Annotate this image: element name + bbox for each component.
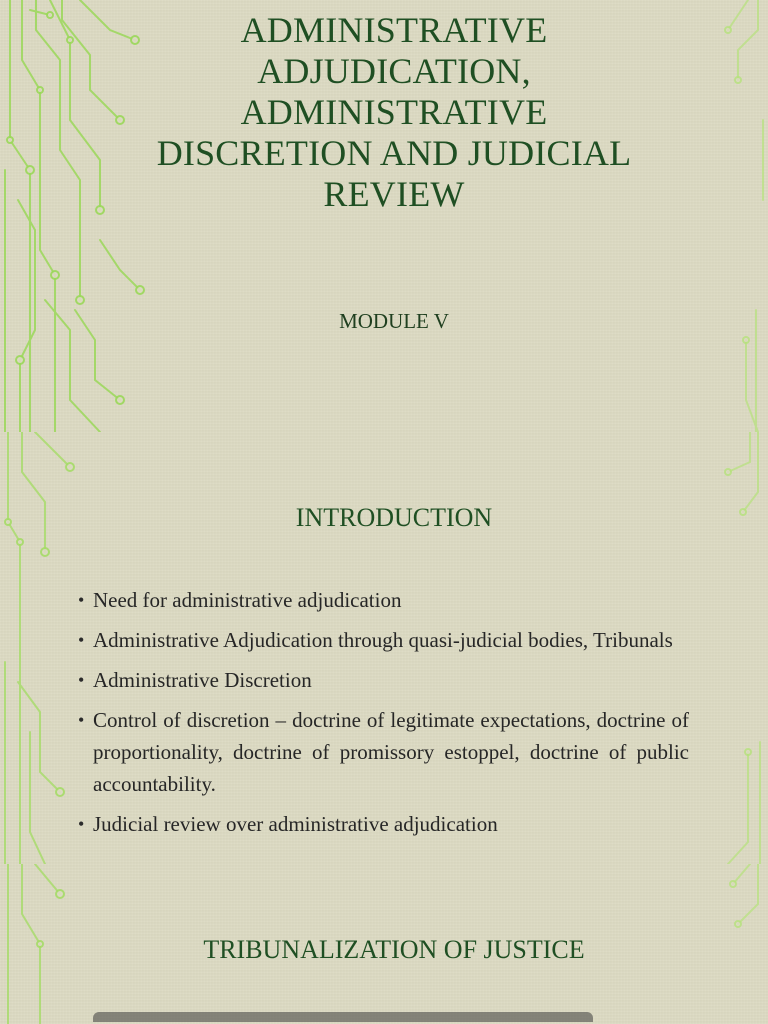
list-item	[76, 584, 689, 616]
tribunalization-slide	[0, 864, 768, 1024]
title-line: ADJUDICATION,	[257, 51, 531, 91]
cut-off-text-fragment	[93, 1012, 593, 1024]
title-line: ADMINISTRATIVE	[240, 10, 548, 50]
slide-title	[100, 10, 688, 215]
bullet-icon: •	[78, 710, 85, 730]
title-line: ADMINISTRATIVE	[240, 92, 548, 132]
title-line: DISCRETION AND JUDICIAL	[156, 133, 632, 173]
list-item	[76, 704, 689, 800]
bullet-text: Control of discretion – doctrine of legitimate expectations, doctrine of proportionality, doctrine of promissory estoppel, doctrine of public accountability.	[93, 708, 689, 796]
bullet-icon: •	[78, 814, 85, 834]
slide-subtitle: MODULE V	[339, 309, 449, 333]
list-item	[76, 808, 689, 840]
list-item	[76, 664, 689, 696]
title-line: REVIEW	[323, 174, 465, 214]
bullet-icon: •	[78, 670, 85, 690]
list-item	[76, 624, 689, 656]
title-slide	[0, 0, 768, 432]
introduction-slide	[0, 432, 768, 864]
bullet-text: Administrative Adjudication through quasi-judicial bodies, Tribunals	[93, 628, 673, 652]
circuit-vine-icon	[0, 864, 80, 1024]
circuit-vine-icon	[0, 432, 80, 864]
circuit-vine-icon	[708, 864, 768, 1024]
circuit-vine-icon	[708, 0, 768, 432]
slide-heading: TRIBUNALIZATION OF JUSTICE	[203, 935, 585, 964]
slide-heading: INTRODUCTION	[295, 503, 493, 532]
bullet-text: Judicial review over administrative adjudication	[93, 812, 498, 836]
bullet-icon: •	[78, 590, 85, 610]
circuit-vine-icon	[708, 432, 768, 864]
bullet-text: Need for administrative adjudication	[93, 588, 402, 612]
bullet-icon: •	[78, 630, 85, 650]
cut-off-bullet	[76, 1012, 689, 1024]
bullet-list	[76, 584, 689, 848]
bullet-text: Administrative Discretion	[93, 668, 312, 692]
